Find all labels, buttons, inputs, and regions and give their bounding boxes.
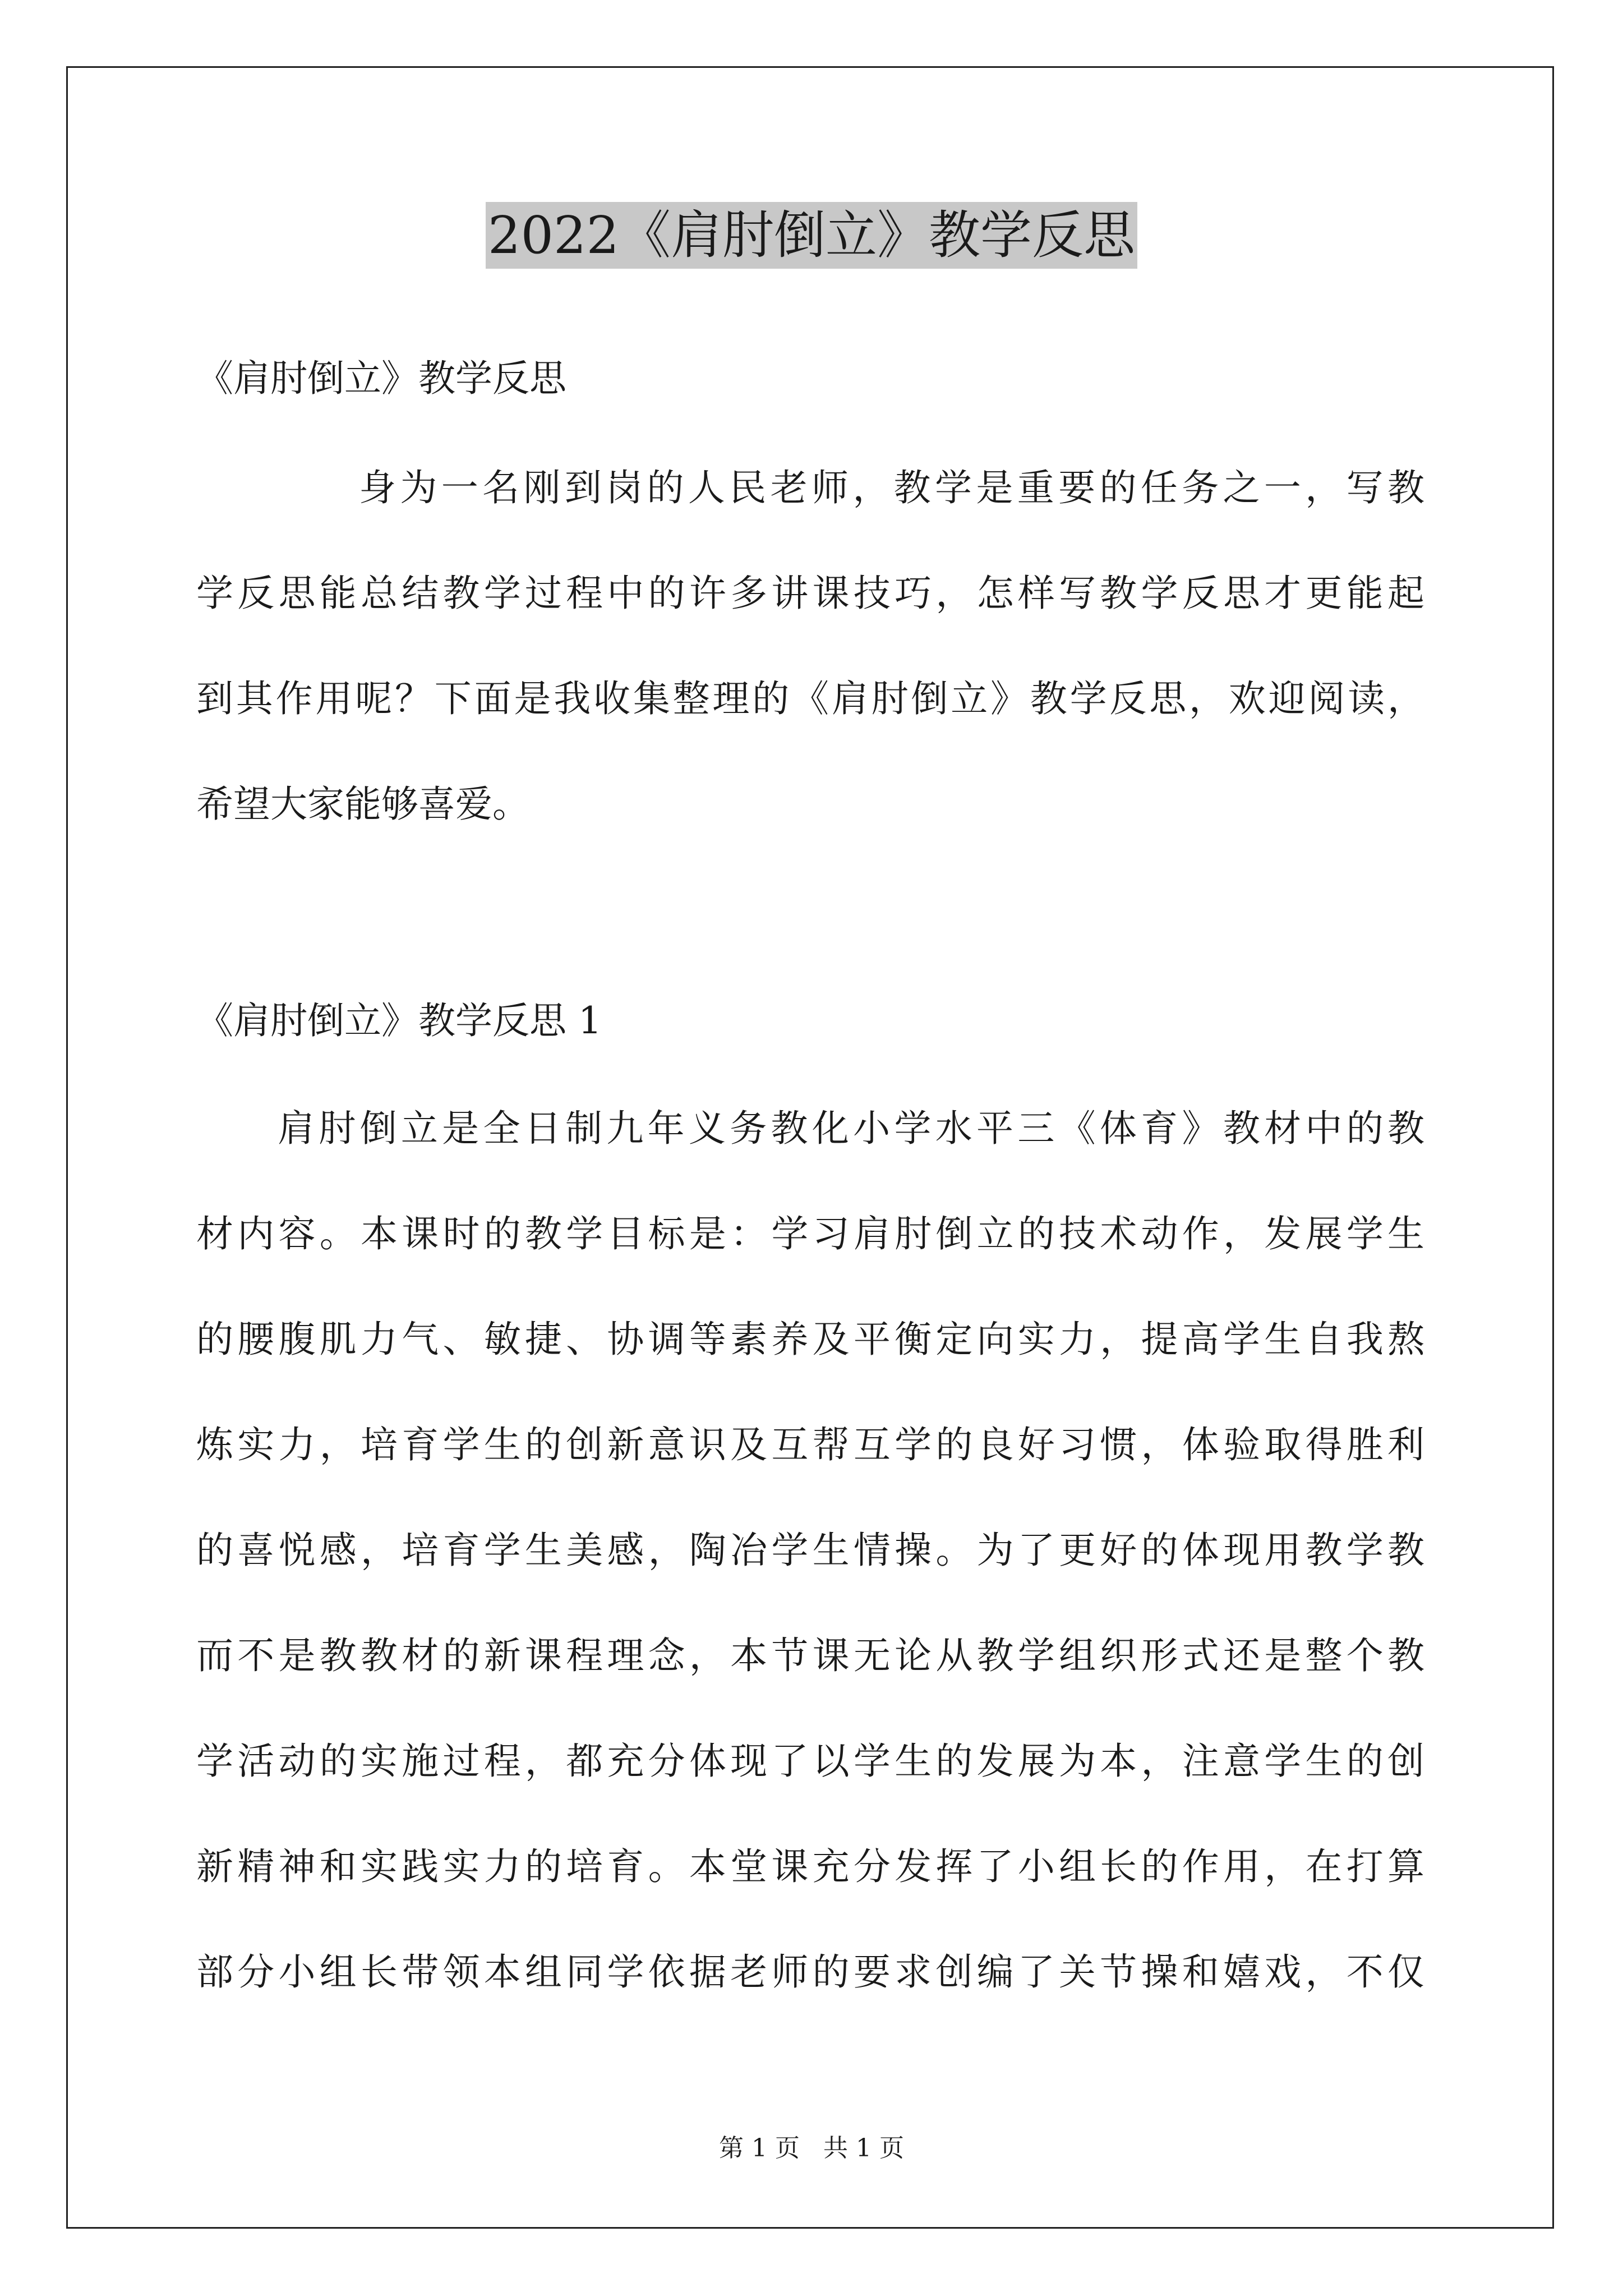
section-paragraph xyxy=(196,1076,1424,2025)
section-heading: 《肩肘倒立》教学反思 1 xyxy=(196,999,602,1042)
intro-heading: 《肩肘倒立》教学反思 xyxy=(196,357,566,400)
intro-paragraph xyxy=(196,435,1424,857)
paragraph-line: 的腰腹肌力气、敏捷、协调等素养及平衡定向实力，提高学生自我熬 xyxy=(196,1318,1424,1361)
paragraph-line: 材内容。本课时的教学目标是：学习肩肘倒立的技术动作，发展学生 xyxy=(196,1212,1424,1255)
paragraph-line: 肩肘倒立是全日制九年义务教化小学水平三《体育》教材中的教 xyxy=(278,1107,1424,1150)
paragraph-line: 希望大家能够喜爱。 xyxy=(196,783,529,826)
paragraph-line: 身为一名刚到岗的人民老师，教学是重要的任务之一，写教 xyxy=(359,466,1424,509)
paragraph-line: 的喜悦感，培育学生美感，陶冶学生情操。为了更好的体现用教学教 xyxy=(196,1529,1424,1572)
paragraph-line: 炼实力，培育学生的创新意识及互帮互学的良好习惯，体验取得胜利 xyxy=(196,1423,1424,1466)
page-footer: 第 1 页 共 1 页 xyxy=(719,2134,904,2162)
paragraph-line: 学活动的实施过程，都充分体现了以学生的发展为本，注意学生的创 xyxy=(196,1740,1424,1783)
paragraph-line: 到其作用呢？下面是我收集整理的《肩肘倒立》教学反思，欢迎阅读， xyxy=(196,677,1424,720)
paragraph-line: 部分小组长带领本组同学依据老师的要求创编了关节操和嬉戏，不仅 xyxy=(196,1950,1424,1994)
paragraph-line: 学反思能总结教学过程中的许多讲课技巧，怎样写教学反思才更能起 xyxy=(196,572,1424,615)
paragraph-line: 而不是教教材的新课程理念，本节课无论从教学组织形式还是整个教 xyxy=(196,1634,1424,1677)
paragraph-line: 新精神和实践实力的培育。本堂课充分发挥了小组长的作用，在打算 xyxy=(196,1845,1424,1888)
document-title-text: 2022《肩肘倒立》教学反思 xyxy=(486,202,1137,269)
document-title xyxy=(0,202,1623,269)
